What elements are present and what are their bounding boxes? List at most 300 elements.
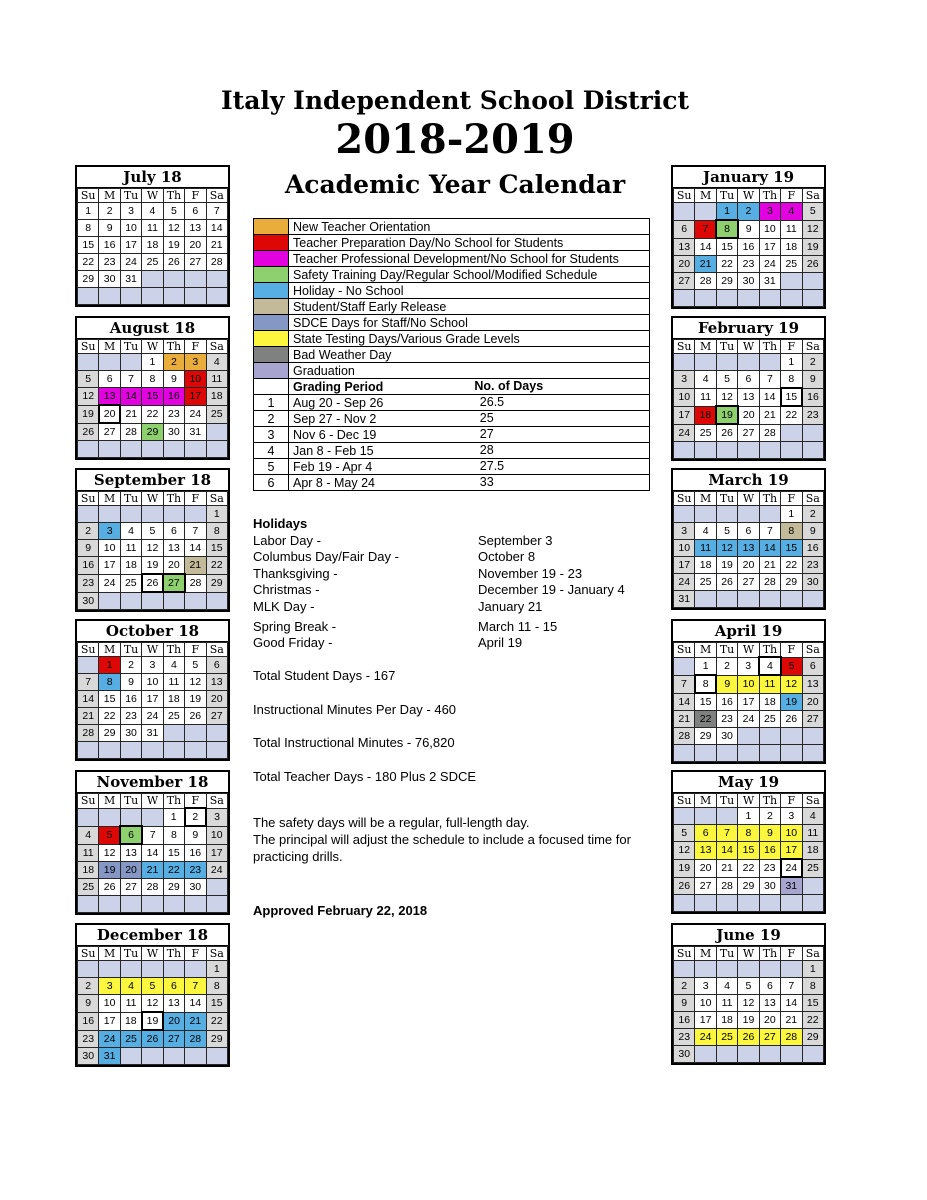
day-cell	[163, 506, 184, 523]
day-cell: 27	[120, 879, 141, 896]
day-cell: 19	[674, 859, 695, 877]
grading-header: Grading Period No. of Days	[289, 379, 650, 395]
day-cell: 21	[185, 557, 206, 575]
day-cell: 11	[142, 220, 163, 237]
day-cell	[78, 354, 99, 371]
day-cell	[99, 742, 120, 759]
day-cell: 18	[695, 557, 716, 574]
calendar-april-19	[671, 619, 826, 764]
day-cell: 5	[78, 371, 99, 388]
day-cell: 28	[759, 424, 780, 442]
weekday-header: Sa	[206, 189, 227, 203]
weekday-header: F	[185, 492, 206, 506]
day-cell: 13	[185, 220, 206, 237]
weekday-header: Su	[674, 794, 695, 808]
day-cell: 27	[738, 424, 759, 442]
day-cell	[802, 895, 823, 912]
day-cell: 3	[674, 371, 695, 389]
day-cell: 10	[674, 540, 695, 557]
day-cell: 16	[78, 557, 99, 575]
day-cell: 7	[781, 978, 802, 995]
day-cell	[120, 808, 141, 826]
day-cell: 23	[99, 254, 120, 271]
day-cell: 1	[99, 657, 120, 674]
day-cell	[674, 808, 695, 825]
day-cell: 30	[120, 725, 141, 742]
day-cell: 1	[802, 961, 823, 978]
weekday-header: M	[99, 794, 120, 809]
day-cell: 13	[738, 388, 759, 406]
grading-period-days: 25	[479, 411, 494, 425]
day-cell: 9	[78, 995, 99, 1013]
day-cell: 9	[716, 675, 737, 693]
month-title: May 19	[673, 772, 824, 793]
day-cell: 7	[185, 523, 206, 540]
weekday-header: Th	[163, 794, 184, 809]
day-cell: 12	[163, 220, 184, 237]
holiday-date: October 8	[478, 549, 536, 565]
legend-label: Teacher Preparation Day/No School for Students	[289, 235, 650, 251]
day-cell: 23	[802, 557, 823, 574]
day-cell	[99, 441, 120, 458]
day-cell: 14	[759, 388, 780, 406]
day-cell: 25	[142, 254, 163, 271]
day-cell: 25	[206, 405, 227, 423]
day-cell	[738, 506, 759, 523]
day-cell: 17	[674, 406, 695, 424]
day-cell: 19	[716, 557, 737, 574]
grading-period-range: Jan 8 - Feb 15 28	[289, 443, 650, 459]
day-cell	[716, 591, 737, 608]
holiday-date: April 19	[478, 635, 523, 651]
day-cell: 24	[738, 711, 759, 728]
day-cell: 2	[738, 203, 759, 221]
day-cell: 7	[674, 675, 695, 693]
day-cell: 25	[78, 879, 99, 896]
weekday-header: F	[185, 947, 206, 961]
day-cell	[99, 896, 120, 913]
day-cell: 20	[185, 237, 206, 254]
day-cell: 15	[142, 388, 163, 406]
day-cell: 29	[695, 728, 716, 745]
day-cell: 2	[185, 808, 206, 826]
day-cell: 20	[802, 693, 823, 711]
weekday-header: M	[695, 189, 716, 203]
calendar-january-19	[671, 165, 826, 309]
weekday-header: W	[738, 947, 759, 961]
day-cell: 26	[716, 424, 737, 442]
day-cell: 26	[99, 879, 120, 896]
day-cell	[781, 895, 802, 912]
day-cell	[759, 895, 780, 912]
day-cell	[163, 271, 184, 288]
day-cell: 15	[163, 844, 184, 862]
grading-period-row	[254, 411, 650, 427]
day-cell: 19	[802, 238, 823, 256]
day-cell: 19	[781, 693, 802, 711]
holiday-name: Spring Break -	[253, 619, 337, 635]
day-cell: 8	[142, 371, 163, 388]
day-cell	[802, 591, 823, 608]
day-cell: 10	[120, 220, 141, 237]
day-cell: 22	[163, 862, 184, 879]
day-cell: 27	[802, 711, 823, 728]
day-cell: 8	[206, 523, 227, 540]
legend-and-grading-table	[253, 218, 650, 491]
weekday-header: W	[738, 340, 759, 354]
day-cell: 21	[185, 1012, 206, 1030]
weekday-header: Th	[163, 643, 184, 657]
weekday-header: M	[99, 340, 120, 354]
grading-period-days: 27	[479, 427, 494, 441]
day-cell	[695, 203, 716, 221]
day-cell: 2	[78, 978, 99, 995]
weekday-header: M	[695, 947, 716, 961]
total-instructional-minutes: Total Instructional Minutes - 76,820	[253, 735, 455, 750]
day-cell: 1	[695, 657, 716, 675]
day-cell: 23	[802, 406, 823, 424]
weekday-header: Th	[163, 340, 184, 354]
day-cell	[185, 506, 206, 523]
day-cell: 7	[120, 371, 141, 388]
weekday-header: Tu	[120, 794, 141, 809]
legend-swatch-h	[254, 283, 289, 299]
day-cell: 5	[802, 203, 823, 221]
day-cell	[120, 441, 141, 458]
day-cell: 10	[695, 995, 716, 1012]
day-cell	[78, 742, 99, 759]
day-cell: 16	[99, 237, 120, 254]
day-cell: 15	[78, 237, 99, 254]
day-cell: 23	[78, 574, 99, 592]
day-cell: 29	[781, 574, 802, 591]
day-cell: 6	[738, 371, 759, 389]
day-cell	[206, 441, 227, 458]
grading-period-number: 1	[254, 395, 289, 411]
day-cell	[120, 1048, 141, 1065]
day-cell	[738, 354, 759, 371]
day-cell: 3	[142, 657, 163, 674]
day-cell: 24	[142, 708, 163, 725]
day-cell: 9	[759, 825, 780, 842]
day-cell: 10	[99, 540, 120, 557]
weekday-header: Sa	[206, 340, 227, 354]
day-cell	[674, 442, 695, 459]
day-cell: 21	[78, 708, 99, 725]
day-cell: 17	[759, 238, 780, 256]
grading-period-days: 26.5	[479, 395, 505, 409]
weekday-header: F	[185, 189, 206, 203]
day-cell: 13	[120, 844, 141, 862]
day-cell	[674, 203, 695, 221]
day-cell	[716, 808, 737, 825]
approved-date: Approved February 22, 2018	[253, 903, 428, 918]
day-cell: 16	[759, 842, 780, 860]
weekday-header: Th	[759, 794, 780, 808]
holiday-row	[253, 582, 625, 598]
day-cell	[738, 728, 759, 745]
day-cell: 31	[674, 591, 695, 608]
grading-period-range: Nov 6 - Dec 19 27	[289, 427, 650, 443]
day-cell: 16	[185, 844, 206, 862]
day-cell: 15	[716, 238, 737, 256]
day-cell: 30	[185, 879, 206, 896]
weekday-header: F	[185, 643, 206, 657]
day-cell: 17	[206, 844, 227, 862]
day-cell: 6	[738, 523, 759, 540]
weekday-header: W	[142, 643, 163, 657]
grading-period-number: 3	[254, 427, 289, 443]
total-student-days: Total Student Days - 167	[253, 668, 396, 683]
day-cell: 11	[78, 844, 99, 862]
day-cell: 19	[163, 237, 184, 254]
day-cell	[759, 728, 780, 745]
day-cell	[716, 506, 737, 523]
weekday-header: Th	[163, 947, 184, 961]
day-cell	[781, 961, 802, 978]
day-cell: 13	[674, 238, 695, 256]
day-cell: 7	[695, 220, 716, 238]
day-cell: 20	[674, 256, 695, 273]
day-cell: 8	[716, 220, 737, 238]
day-cell: 4	[695, 371, 716, 389]
day-cell: 1	[206, 961, 227, 978]
day-cell: 22	[738, 859, 759, 877]
weekday-header: Su	[674, 947, 695, 961]
day-cell: 11	[759, 675, 780, 693]
day-cell: 3	[99, 978, 120, 995]
calendar-july-18	[75, 165, 230, 307]
day-cell: 17	[738, 693, 759, 711]
day-cell: 24	[99, 1030, 120, 1048]
day-cell	[206, 1048, 227, 1065]
day-cell: 4	[120, 978, 141, 995]
legend-swatch-er	[254, 299, 289, 315]
instructional-minutes-per-day: Instructional Minutes Per Day - 460	[253, 702, 457, 717]
day-cell: 15	[781, 540, 802, 557]
day-cell: 20	[738, 557, 759, 574]
day-cell: 24	[120, 254, 141, 271]
day-cell	[802, 745, 823, 762]
holiday-row	[253, 549, 625, 565]
day-cell: 13	[802, 675, 823, 693]
total-teacher-days: Total Teacher Days - 180 Plus 2 SDCE	[253, 769, 477, 784]
day-cell: 30	[759, 877, 780, 895]
day-cell	[759, 961, 780, 978]
day-cell: 28	[759, 574, 780, 591]
day-cell: 11	[695, 388, 716, 406]
day-cell: 23	[163, 405, 184, 423]
day-cell: 22	[716, 256, 737, 273]
day-cell: 13	[163, 540, 184, 557]
day-cell: 3	[738, 657, 759, 675]
calendar-subtitle: Academic Year Calendar	[284, 170, 626, 199]
day-cell: 29	[206, 1030, 227, 1048]
day-cell: 2	[674, 978, 695, 995]
day-cell	[185, 592, 206, 610]
day-cell: 21	[695, 256, 716, 273]
day-cell: 4	[120, 523, 141, 540]
day-cell: 8	[738, 825, 759, 842]
day-cell	[674, 657, 695, 675]
grading-period-row	[254, 475, 650, 491]
day-cell: 27	[99, 423, 120, 441]
day-cell: 29	[802, 1029, 823, 1046]
weekday-header: M	[99, 492, 120, 506]
day-cell: 11	[716, 995, 737, 1012]
day-cell: 5	[142, 523, 163, 540]
holiday-row	[253, 599, 625, 615]
day-cell: 29	[206, 574, 227, 592]
day-cell: 3	[99, 523, 120, 540]
day-cell: 11	[163, 674, 184, 691]
day-cell: 22	[781, 557, 802, 574]
weekday-header: F	[781, 189, 802, 203]
day-cell: 1	[716, 203, 737, 221]
day-cell	[802, 442, 823, 459]
day-cell: 11	[206, 371, 227, 388]
weekday-header: Sa	[802, 492, 823, 506]
weekday-header: Sa	[206, 794, 227, 809]
day-cell: 1	[781, 506, 802, 523]
day-cell: 23	[185, 862, 206, 879]
day-cell: 19	[738, 1012, 759, 1029]
day-cell: 10	[759, 220, 780, 238]
day-cell: 14	[695, 238, 716, 256]
day-cell: 17	[120, 237, 141, 254]
day-cell	[163, 592, 184, 610]
day-cell: 16	[78, 1012, 99, 1030]
holiday-row	[253, 533, 625, 549]
day-cell: 24	[674, 574, 695, 591]
day-cell	[738, 1046, 759, 1063]
day-cell: 21	[716, 859, 737, 877]
day-cell: 22	[781, 406, 802, 424]
day-cell: 9	[674, 995, 695, 1012]
weekday-header: F	[781, 643, 802, 658]
day-cell: 8	[206, 978, 227, 995]
day-cell: 24	[781, 859, 802, 877]
day-cell: 25	[716, 1029, 737, 1046]
day-cell: 15	[781, 388, 802, 406]
day-cell: 24	[185, 405, 206, 423]
day-cell	[738, 745, 759, 762]
weekday-header: Su	[78, 947, 99, 961]
day-cell: 12	[185, 674, 206, 691]
day-cell: 12	[142, 540, 163, 557]
day-cell: 22	[99, 708, 120, 725]
day-cell: 17	[142, 691, 163, 708]
calendar-march-19	[671, 468, 826, 610]
day-cell: 7	[759, 371, 780, 389]
day-cell: 4	[802, 808, 823, 825]
holidays-list	[253, 533, 625, 652]
day-cell	[142, 441, 163, 458]
weekday-header: Sa	[802, 340, 823, 354]
day-cell	[802, 877, 823, 895]
month-title: September 18	[77, 470, 228, 491]
day-cell	[674, 506, 695, 523]
day-cell: 28	[142, 879, 163, 896]
weekday-header: Th	[759, 340, 780, 354]
day-cell: 15	[206, 995, 227, 1013]
weekday-header: F	[781, 492, 802, 506]
day-cell: 14	[185, 540, 206, 557]
day-cell: 10	[781, 825, 802, 842]
day-cell: 26	[802, 256, 823, 273]
grading-period-row	[254, 459, 650, 475]
weekday-header: Th	[759, 189, 780, 203]
day-cell: 4	[142, 203, 163, 220]
day-cell: 25	[120, 574, 141, 592]
day-cell	[695, 354, 716, 371]
day-cell: 5	[163, 203, 184, 220]
day-cell	[99, 961, 120, 978]
day-cell: 18	[716, 1012, 737, 1029]
grading-period-row	[254, 395, 650, 411]
day-cell	[695, 961, 716, 978]
day-cell: 13	[759, 995, 780, 1012]
day-cell: 6	[99, 371, 120, 388]
day-cell: 14	[674, 693, 695, 711]
calendar-may-19	[671, 770, 826, 914]
day-cell	[781, 745, 802, 762]
day-cell	[738, 591, 759, 608]
day-cell: 31	[142, 725, 163, 742]
day-cell: 1	[78, 203, 99, 220]
day-cell: 31	[120, 271, 141, 288]
day-cell	[206, 896, 227, 913]
holiday-date: December 19 - January 4	[478, 582, 625, 598]
day-cell: 23	[674, 1029, 695, 1046]
day-cell: 29	[78, 271, 99, 288]
month-title: July 18	[77, 167, 228, 188]
weekday-header: M	[695, 643, 716, 658]
weekday-header: Tu	[716, 643, 737, 658]
day-cell: 23	[78, 1030, 99, 1048]
day-cell: 26	[674, 877, 695, 895]
legend-swatch-sd	[254, 315, 289, 331]
day-cell: 16	[802, 388, 823, 406]
day-cell: 1	[738, 808, 759, 825]
weekday-header: W	[738, 189, 759, 203]
day-cell: 23	[759, 859, 780, 877]
day-cell	[759, 591, 780, 608]
grading-period-days: 33	[479, 475, 494, 489]
day-cell	[674, 290, 695, 307]
weekday-header: Tu	[716, 794, 737, 808]
day-cell: 5	[99, 826, 120, 844]
legend-swatch-nt	[254, 219, 289, 235]
day-cell	[759, 745, 780, 762]
day-cell: 27	[695, 877, 716, 895]
day-cell: 14	[78, 691, 99, 708]
day-cell: 6	[695, 825, 716, 842]
day-cell: 30	[78, 1048, 99, 1065]
weekday-header: W	[738, 492, 759, 506]
day-cell: 22	[142, 405, 163, 423]
legend-swatch-pd	[254, 251, 289, 267]
day-cell: 6	[759, 978, 780, 995]
day-cell: 28	[695, 273, 716, 290]
day-cell: 25	[120, 1030, 141, 1048]
holiday-name: Christmas -	[253, 582, 320, 598]
day-cell	[781, 273, 802, 290]
day-cell	[185, 288, 206, 305]
day-cell: 29	[163, 879, 184, 896]
grading-period-number: 5	[254, 459, 289, 475]
weekday-header: M	[695, 794, 716, 808]
